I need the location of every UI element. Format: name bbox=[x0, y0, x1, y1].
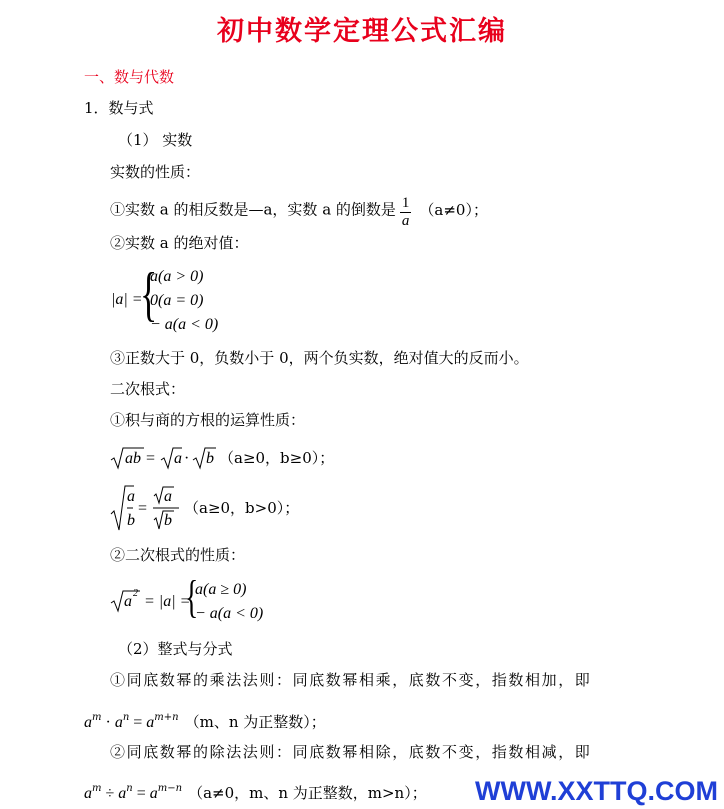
real-property-3: ③正数大于 0，负数小于 0，两个负实数，绝对值大的反而小。 bbox=[110, 349, 529, 367]
equals-sign: = bbox=[138, 500, 148, 517]
page-title: 初中数学定理公式汇编 bbox=[217, 16, 507, 47]
sqrt-quotient-denominator: b bbox=[127, 512, 135, 529]
div-exp-diff: m−n bbox=[157, 783, 183, 794]
div-exp-m: m bbox=[92, 783, 102, 794]
div-condition: （a≠0，m、n 为正整数，m>n）； bbox=[188, 784, 427, 802]
multiply-dot: · bbox=[184, 450, 190, 467]
sqrt-square-exponent: 2 bbox=[133, 588, 138, 599]
div-exp-n: n bbox=[126, 783, 133, 794]
mult-exp-m: m bbox=[92, 712, 102, 723]
sqrt-case-negative: − a(a < 0) bbox=[195, 605, 264, 622]
sqrt-quotient-rhs-numerator: a bbox=[164, 488, 172, 505]
div-equals: = bbox=[132, 785, 150, 802]
sqrt-product-lhs: ab bbox=[125, 450, 141, 467]
real-property-1-text: ①实数 a 的相反数是—a，实数 a 的倒数是 bbox=[110, 200, 396, 219]
mult-equals: = bbox=[129, 714, 147, 731]
sqrt-product-condition: （a≥0，b≥0）； bbox=[219, 449, 335, 467]
multiplication-formula bbox=[84, 708, 326, 733]
radical-property-2: ②二次根式的性质： bbox=[110, 546, 246, 564]
sqrt-quotient-numerator: a bbox=[127, 488, 135, 505]
sqrt-product-b: b bbox=[206, 450, 214, 467]
mult-base-2: a bbox=[114, 714, 123, 731]
equals-sign: = bbox=[146, 450, 156, 467]
sqrt-case-nonnegative: a(a ≥ 0) bbox=[195, 581, 247, 598]
real-property-1 bbox=[110, 195, 488, 229]
reciprocal-fraction bbox=[400, 195, 412, 229]
fraction-numerator: 1 bbox=[401, 195, 410, 211]
sqrt-quotient-rhs-denominator: b bbox=[164, 512, 172, 529]
section-heading-number-algebra: 一、数与代数 bbox=[84, 68, 175, 86]
division-formula bbox=[84, 779, 427, 804]
sqrt-square-equals-abs: = |a| = bbox=[144, 593, 191, 610]
mult-dot: · bbox=[101, 714, 115, 731]
abs-value-lhs: |a| = bbox=[111, 291, 143, 308]
sqrt-product-a: a bbox=[174, 450, 182, 467]
mult-exp-sum: m+n bbox=[154, 712, 179, 723]
sqrt-square-base: a bbox=[124, 593, 132, 610]
mult-exp-n: n bbox=[122, 712, 130, 723]
mult-base-1: a bbox=[84, 714, 92, 731]
subheading-real-numbers: （1） 实数 bbox=[118, 131, 193, 149]
multiplication-rule: ①同底数幂的乘法法则：同底数幂相乘，底数不变，指数相加，即 bbox=[110, 671, 592, 689]
subheading-polynomials-fractions: （2）整式与分式 bbox=[118, 640, 233, 658]
brace-icon: { bbox=[140, 261, 158, 327]
item-heading-numbers-expressions: 1．数与式 bbox=[84, 99, 154, 117]
div-operator: ÷ bbox=[101, 785, 119, 802]
div-base-2: a bbox=[118, 785, 127, 802]
abs-case-zero: 0(a = 0) bbox=[150, 292, 204, 309]
real-property-1-condition: （a≠0）； bbox=[419, 200, 488, 219]
mult-base-3: a bbox=[146, 714, 155, 731]
real-properties-heading: 实数的性质： bbox=[110, 163, 201, 181]
site-watermark: WWW.XXTTQ.COM bbox=[475, 776, 718, 806]
brace-icon: { bbox=[185, 571, 199, 622]
abs-case-negative: − a(a < 0) bbox=[150, 316, 219, 333]
radical-property-1: ①积与商的方根的运算性质： bbox=[110, 411, 306, 429]
sqrt-quotient-condition: （a≥0，b>0）； bbox=[184, 499, 300, 517]
div-base-3: a bbox=[149, 785, 158, 802]
fraction-denominator: a bbox=[401, 212, 410, 229]
mult-condition: （m、n 为正整数）； bbox=[184, 713, 326, 731]
abs-case-positive: a(a > 0) bbox=[150, 268, 204, 285]
division-rule: ②同底数幂的除法法则：同底数幂相除，底数不变，指数相减，即 bbox=[110, 743, 592, 761]
real-property-2: ②实数 a 的绝对值： bbox=[110, 234, 249, 252]
radical-heading: 二次根式： bbox=[110, 380, 186, 398]
div-base-1: a bbox=[84, 785, 92, 802]
